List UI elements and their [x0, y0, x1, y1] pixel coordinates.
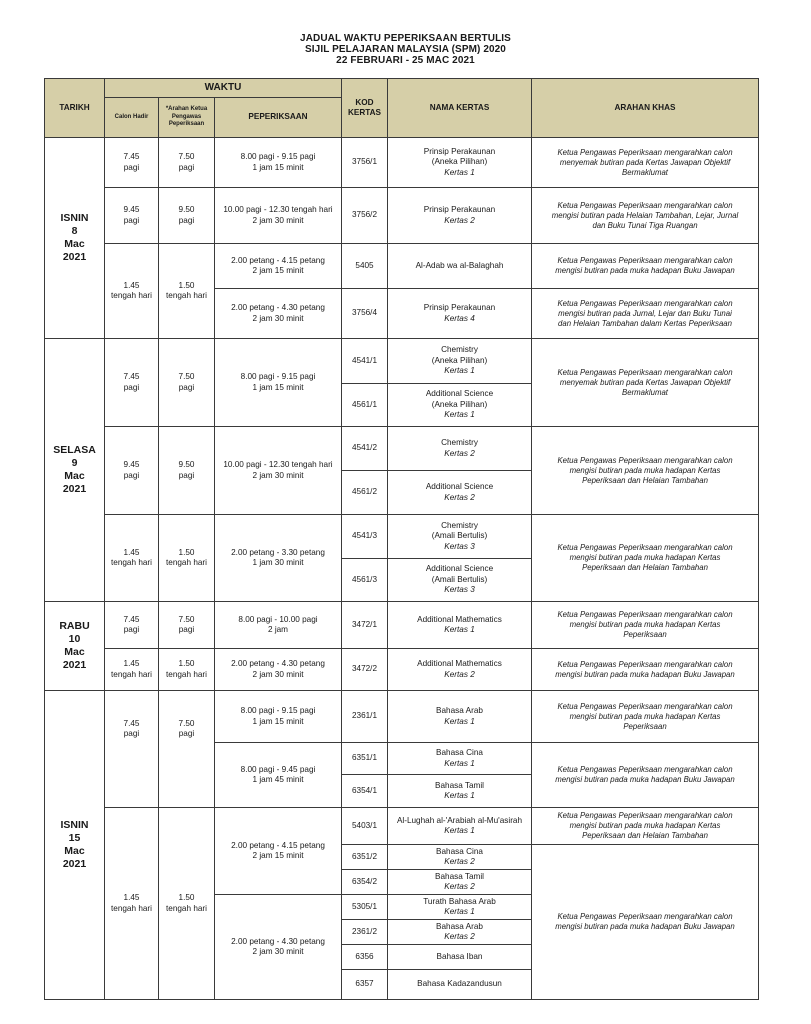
- special-instruction-cell: Ketua Pengawas Peperiksaan mengarahkan calon mengisi butiran pada muka hadapan Buku Jawapan: [532, 244, 759, 289]
- special-instruction-cell: Ketua Pengawas Peperiksaan mengarahkan calon mengisi butiran pada muka hadapan Kertas Peperiksaan dan Helaian Tambahan: [532, 515, 759, 602]
- paper-name-cell: Bahasa Cina Kertas 1: [388, 743, 532, 775]
- header-kod-kertas: KOD KERTAS: [342, 79, 388, 138]
- header-arahan-ketua: *Arahan Ketua Pengawas Peperiksaan: [159, 98, 215, 138]
- paper-name-cell: Additional Mathematics Kertas 2: [388, 649, 532, 691]
- paper-name-cell: Prinsip Perakaunan Kertas 4: [388, 289, 532, 339]
- session-cell: 8.00 pagi - 9.15 pagi 1 jam 15 minit: [215, 339, 342, 427]
- special-instruction-cell: Ketua Pengawas Peperiksaan mengarahkan calon mengisi butiran pada muka hadapan Buku Jawapan: [532, 845, 759, 1000]
- header-arahan-khas: ARAHAN KHAS: [532, 79, 759, 138]
- calon-hadir-cell: 7.45 pagi: [105, 602, 159, 649]
- document-subtitle: SIJIL PELAJARAN MALAYSIA (SPM) 2020: [305, 44, 506, 55]
- header-nama-kertas: NAMA KERTAS: [388, 79, 532, 138]
- paper-name-cell: Bahasa Cina Kertas 2: [388, 845, 532, 870]
- special-instruction-cell: Ketua Pengawas Peperiksaan mengarahkan calon mengisi butiran pada muka hadapan Buku Jawapan: [532, 743, 759, 808]
- arahan-ketua-cell: 9.50 pagi: [159, 427, 215, 515]
- paper-name-cell: Bahasa Arab Kertas 1: [388, 691, 532, 743]
- session-cell: 2.00 petang - 4.30 petang 2 jam 30 minit: [215, 895, 342, 1000]
- paper-code-cell: 5403/1: [342, 808, 388, 845]
- paper-name-cell: Bahasa Tamil Kertas 2: [388, 870, 532, 895]
- document-date-range: 22 FEBRUARI - 25 MAC 2021: [336, 55, 475, 66]
- paper-code-cell: 3756/2: [342, 188, 388, 244]
- day-cell: SELASA 9 Mac 2021: [45, 339, 105, 602]
- calon-hadir-cell: 1.45 tengah hari: [105, 244, 159, 339]
- session-cell: 8.00 pagi - 10.00 pagi 2 jam: [215, 602, 342, 649]
- paper-code-cell: 6354/2: [342, 870, 388, 895]
- special-instruction-cell: Ketua Pengawas Peperiksaan mengarahkan calon mengisi butiran pada muka hadapan Kertas Peperiksaan dan Helaian Tambahan: [532, 808, 759, 845]
- session-cell: 2.00 petang - 3.30 petang 1 jam 30 minit: [215, 515, 342, 602]
- paper-code-cell: 6357: [342, 970, 388, 1000]
- document-title: JADUAL WAKTU PEPERIKSAAN BERTULIS: [300, 33, 511, 44]
- paper-name-cell: Bahasa Tamil Kertas 1: [388, 775, 532, 808]
- paper-code-cell: 5305/1: [342, 895, 388, 920]
- calon-hadir-cell: 1.45 tengah hari: [105, 649, 159, 691]
- paper-code-cell: 4561/3: [342, 559, 388, 602]
- session-cell: 2.00 petang - 4.15 petang 2 jam 15 minit: [215, 244, 342, 289]
- paper-code-cell: 5405: [342, 244, 388, 289]
- arahan-ketua-cell: 7.50 pagi: [159, 339, 215, 427]
- arahan-ketua-cell: 1.50 tengah hari: [159, 515, 215, 602]
- paper-code-cell: 2361/2: [342, 920, 388, 945]
- day-cell: RABU 10 Mac 2021: [45, 602, 105, 691]
- paper-code-cell: 4561/1: [342, 384, 388, 427]
- header-calon-hadir: Calon Hadir: [105, 98, 159, 138]
- header-waktu: WAKTU: [105, 79, 342, 98]
- paper-name-cell: Turath Bahasa Arab Kertas 1: [388, 895, 532, 920]
- paper-code-cell: 4541/3: [342, 515, 388, 559]
- paper-name-cell: Additional Science (Aneka Pilihan) Kertas 1: [388, 384, 532, 427]
- special-instruction-cell: Ketua Pengawas Peperiksaan mengarahkan calon mengisi butiran pada Helaian Tambahan, Lejar, Jurnal dan Buku Tunai Tiga Ruangan: [532, 188, 759, 244]
- arahan-ketua-cell: 9.50 pagi: [159, 188, 215, 244]
- paper-name-cell: Al-Lughah al-'Arabiah al-Mu'asirah Kertas 1: [388, 808, 532, 845]
- paper-code-cell: 3472/2: [342, 649, 388, 691]
- session-cell: 8.00 pagi - 9.15 pagi 1 jam 15 minit: [215, 691, 342, 743]
- calon-hadir-cell: 7.45 pagi: [105, 339, 159, 427]
- paper-name-cell: Additional Mathematics Kertas 1: [388, 602, 532, 649]
- paper-name-cell: Additional Science (Amali Bertulis) Kertas 3: [388, 559, 532, 602]
- calon-hadir-cell: 7.45 pagi: [105, 691, 159, 808]
- arahan-ketua-cell: 7.50 pagi: [159, 691, 215, 808]
- paper-name-cell: Additional Science Kertas 2: [388, 471, 532, 515]
- session-cell: 8.00 pagi - 9.15 pagi 1 jam 15 minit: [215, 138, 342, 188]
- paper-code-cell: 4561/2: [342, 471, 388, 515]
- paper-code-cell: 2361/1: [342, 691, 388, 743]
- calon-hadir-cell: 1.45 tengah hari: [105, 515, 159, 602]
- paper-code-cell: 6356: [342, 945, 388, 970]
- arahan-ketua-cell: 7.50 pagi: [159, 602, 215, 649]
- paper-code-cell: 4541/2: [342, 427, 388, 471]
- special-instruction-cell: Ketua Pengawas Peperiksaan mengarahkan calon menyemak butiran pada Kertas Jawapan Objektif Bermaklumat: [532, 339, 759, 427]
- day-cell: ISNIN 8 Mac 2021: [45, 138, 105, 339]
- exam-timetable: [44, 78, 759, 1000]
- calon-hadir-cell: 9.45 pagi: [105, 427, 159, 515]
- day-cell: ISNIN 15 Mac 2021: [45, 691, 105, 1000]
- special-instruction-cell: Ketua Pengawas Peperiksaan mengarahkan calon mengisi butiran pada muka hadapan Buku Jawapan: [532, 649, 759, 691]
- paper-code-cell: 6354/1: [342, 775, 388, 808]
- paper-name-cell: Chemistry (Aneka Pilihan) Kertas 1: [388, 339, 532, 384]
- paper-name-cell: Prinsip Perakaunan (Aneka Pilihan) Kertas 1: [388, 138, 532, 188]
- paper-code-cell: 6351/1: [342, 743, 388, 775]
- calon-hadir-cell: 1.45 tengah hari: [105, 808, 159, 1000]
- session-cell: 2.00 petang - 4.15 petang 2 jam 15 minit: [215, 808, 342, 895]
- session-cell: 10.00 pagi - 12.30 tengah hari 2 jam 30 minit: [215, 427, 342, 515]
- special-instruction-cell: Ketua Pengawas Peperiksaan mengarahkan calon mengisi butiran pada muka hadapan Kertas Peperiksaan: [532, 602, 759, 649]
- paper-name-cell: Chemistry (Amali Bertulis) Kertas 3: [388, 515, 532, 559]
- paper-name-cell: Chemistry Kertas 2: [388, 427, 532, 471]
- header-peperiksaan: PEPERIKSAAN: [215, 98, 342, 138]
- paper-name-cell: Prinsip Perakaunan Kertas 2: [388, 188, 532, 244]
- paper-name-cell: Bahasa Arab Kertas 2: [388, 920, 532, 945]
- session-cell: 2.00 petang - 4.30 petang 2 jam 30 minit: [215, 649, 342, 691]
- special-instruction-cell: Ketua Pengawas Peperiksaan mengarahkan calon mengisi butiran pada muka hadapan Kertas Peperiksaan dan Helaian Tambahan: [532, 427, 759, 515]
- paper-name-cell: Bahasa Iban: [388, 945, 532, 970]
- calon-hadir-cell: 7.45 pagi: [105, 138, 159, 188]
- paper-code-cell: 6351/2: [342, 845, 388, 870]
- special-instruction-cell: Ketua Pengawas Peperiksaan mengarahkan calon menyemak butiran pada Kertas Jawapan Objektif Bermaklumat: [532, 138, 759, 188]
- arahan-ketua-cell: 1.50 tengah hari: [159, 649, 215, 691]
- paper-name-cell: Al-Adab wa al-Balaghah: [388, 244, 532, 289]
- paper-name-cell: Bahasa Kadazandusun: [388, 970, 532, 1000]
- session-cell: 8.00 pagi - 9.45 pagi 1 jam 45 minit: [215, 743, 342, 808]
- paper-code-cell: 3756/4: [342, 289, 388, 339]
- arahan-ketua-cell: 1.50 tengah hari: [159, 244, 215, 339]
- paper-code-cell: 3472/1: [342, 602, 388, 649]
- header-tarikh: TARIKH: [45, 79, 105, 138]
- paper-code-cell: 4541/1: [342, 339, 388, 384]
- special-instruction-cell: Ketua Pengawas Peperiksaan mengarahkan calon mengisi butiran pada Jurnal, Lejar dan Buku Tunai dan Helaian Tambahan dalam Kertas Peperiksaan: [532, 289, 759, 339]
- paper-code-cell: 3756/1: [342, 138, 388, 188]
- calon-hadir-cell: 9.45 pagi: [105, 188, 159, 244]
- special-instruction-cell: Ketua Pengawas Peperiksaan mengarahkan calon mengisi butiran pada muka hadapan Kertas Peperiksaan: [532, 691, 759, 743]
- session-cell: 2.00 petang - 4.30 petang 2 jam 30 minit: [215, 289, 342, 339]
- arahan-ketua-cell: 7.50 pagi: [159, 138, 215, 188]
- session-cell: 10.00 pagi - 12.30 tengah hari 2 jam 30 minit: [215, 188, 342, 244]
- arahan-ketua-cell: 1.50 tengah hari: [159, 808, 215, 1000]
